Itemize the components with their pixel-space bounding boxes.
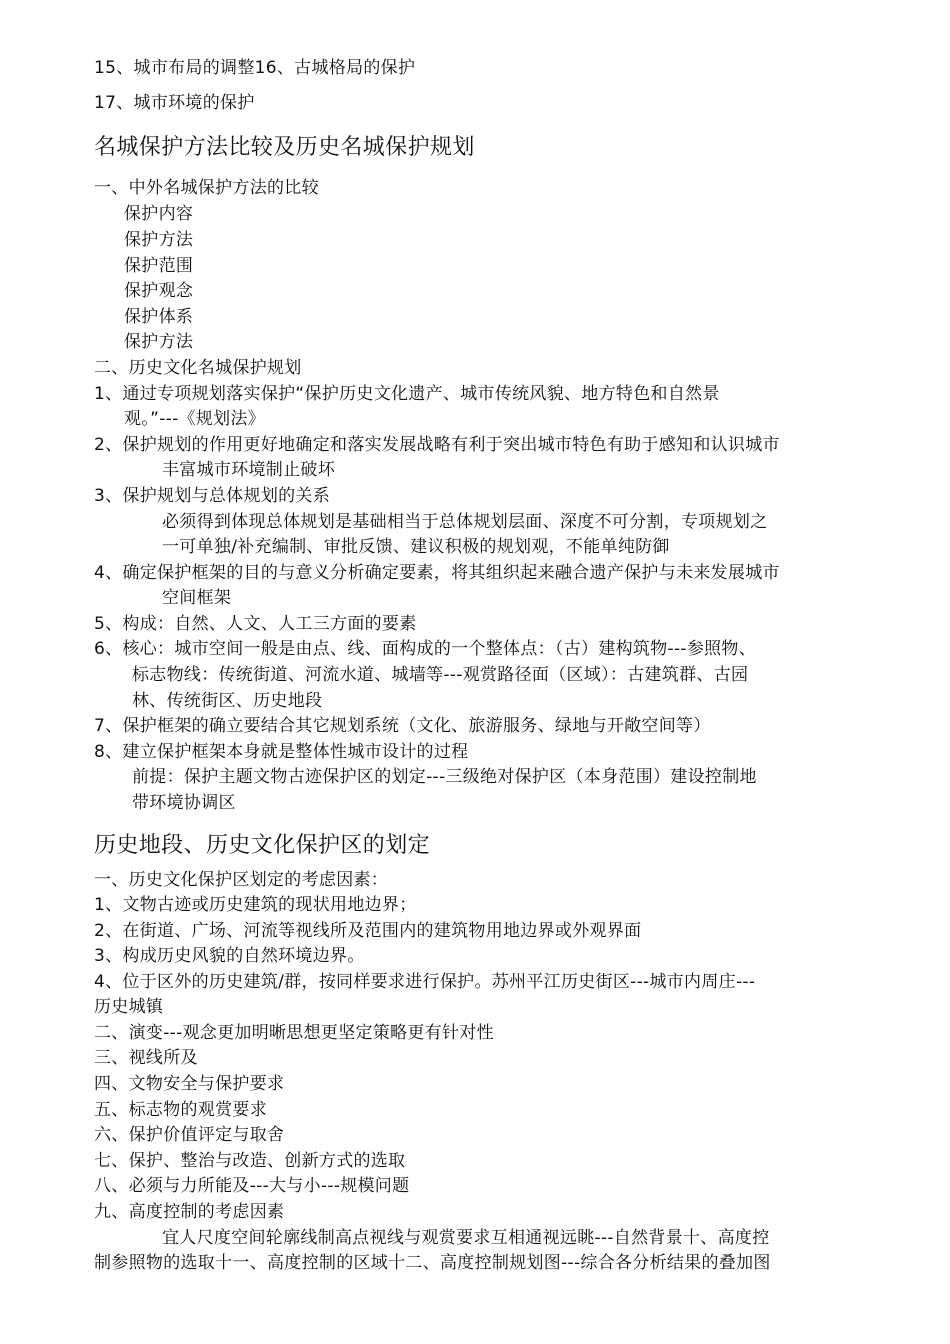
text-line: 一可单独/补充编制、审批反馈、建议积极的规划观，不能单纯防御 — [162, 537, 670, 557]
text-line: 林、传统街区、历史地段 — [132, 691, 323, 711]
text-line: 必须得到体现总体规划是基础相当于总体规划层面、深度不可分割，专项规划之 — [162, 512, 768, 532]
text-line: 丰富城市环境制止破坏 — [162, 460, 335, 480]
list-item: 保护体系 — [124, 307, 194, 327]
text-line: 5、构成：自然、人文、人工三方面的要素 — [94, 614, 417, 634]
text-line: 2、保护规划的作用更好地确定和落实发展战略有利于突出城市特色有助于感知和认识城市 — [94, 435, 780, 455]
text-line: 二、历史文化名城保护规划 — [94, 358, 302, 378]
text-line: 前提：保护主题文物古迹保护区的划定---三级绝对保护区（本身范围）建设控制地 — [132, 767, 757, 787]
text-line: 空间框架 — [162, 588, 232, 608]
text-line: 3、保护规划与总体规划的关系 — [94, 486, 331, 506]
text-line: 1、通过专项规划落实保护“保护历史文化遗产、城市传统风貌、地方特色和自然景 — [94, 384, 720, 404]
text-line: 三、视线所及 — [94, 1048, 198, 1068]
text-line: 宜人尺度空间轮廓线制高点视线与观赏要求互相通视远眺---自然背景十、高度控 — [162, 1228, 770, 1248]
text-line: 七、保护、整治与改造、创新方式的选取 — [94, 1151, 406, 1171]
section-heading: 历史地段、历史文化保护区的划定 — [94, 833, 431, 858]
text-line: 二、演变---观念更加明晰思想更坚定策略更有针对性 — [94, 1023, 494, 1043]
text-line: 四、文物安全与保护要求 — [94, 1074, 285, 1094]
text-line: 3、构成历史风貌的自然环境边界。 — [94, 946, 365, 966]
text-line: 7、保护框架的确立要结合其它规划系统（文化、旅游服务、绿地与开敞空间等） — [94, 716, 711, 736]
list-item: 保护范围 — [124, 256, 194, 276]
text-line: 17、城市环境的保护 — [94, 93, 255, 113]
section-heading: 名城保护方法比较及历史名城保护规划 — [94, 135, 475, 160]
text-line: 8、建立保护框架本身就是整体性城市设计的过程 — [94, 742, 469, 762]
text-line: 2、在街道、广场、河流等视线所及范围内的建筑物用地边界或外观界面 — [94, 921, 642, 941]
text-line: 4、位于区外的历史建筑/群，按同样要求进行保护。苏州平江历史街区---城市内周庄--- — [94, 972, 756, 992]
list-item: 保护内容 — [124, 204, 194, 224]
text-line: 15、城市布局的调整16、古城格局的保护 — [94, 58, 416, 78]
list-item: 保护方法 — [124, 230, 194, 250]
list-item: 保护方法 — [124, 332, 194, 352]
text-line: 八、必须与力所能及---大与小---规模问题 — [94, 1176, 410, 1196]
text-line: 6、核心：城市空间一般是由点、线、面构成的一个整体点：（古）建构筑物---参照物、 — [94, 639, 757, 659]
text-line: 制参照物的选取十一、高度控制的区域十二、高度控制规划图---综合各分析结果的叠加图 — [94, 1253, 771, 1273]
text-line: 4、确定保护框架的目的与意义分析确定要素，将其组织起来融合遗产保护与未来发展城市 — [94, 563, 780, 583]
text-line: 一、历史文化保护区划定的考虑因素： — [94, 870, 389, 890]
text-line: 一、中外名城保护方法的比较 — [94, 178, 319, 198]
list-item: 保护观念 — [124, 281, 194, 301]
text-line: 标志物线：传统街道、河流水道、城墙等---观赏路径面（区域）：古建筑群、古园 — [132, 665, 749, 685]
text-line: 五、标志物的观赏要求 — [94, 1100, 267, 1120]
text-line: 六、保护价值评定与取舍 — [94, 1125, 285, 1145]
text-line: 九、高度控制的考虑因素 — [94, 1202, 285, 1222]
text-line: 观。”---《规划法》 — [124, 409, 266, 429]
text-line: 1、文物古迹或历史建筑的现状用地边界； — [94, 895, 417, 915]
text-line: 带环境协调区 — [132, 793, 236, 813]
text-line: 历史城镇 — [94, 997, 164, 1017]
